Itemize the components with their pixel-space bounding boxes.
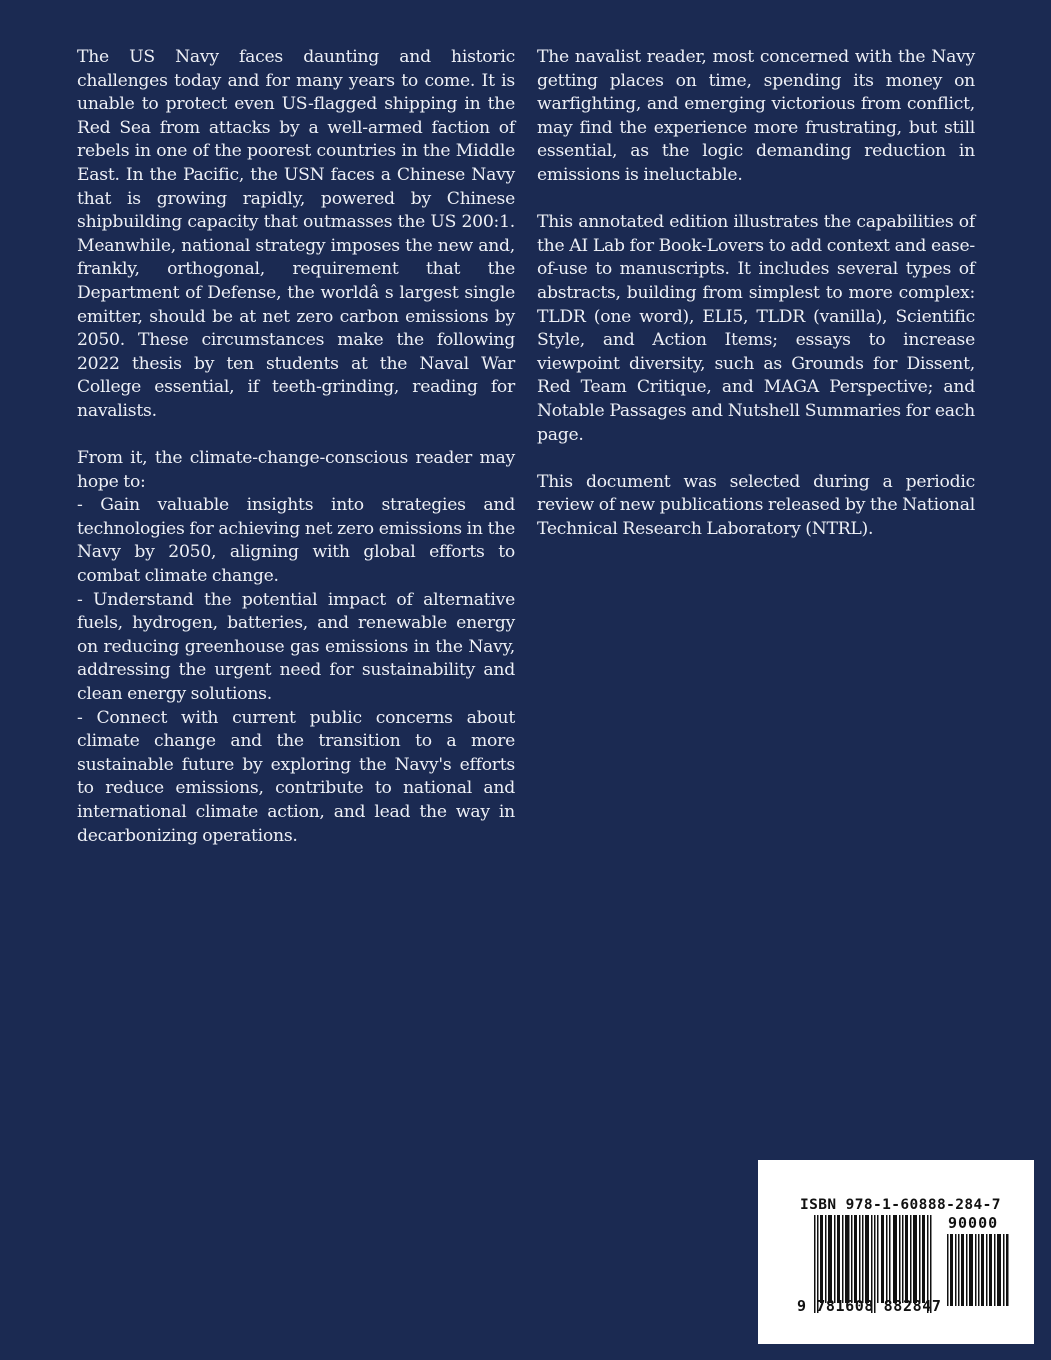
right-column — [537, 46, 975, 565]
left-column — [77, 46, 515, 848]
price-code: 90000 — [948, 1214, 999, 1232]
isbn-barcode-box — [758, 1160, 1034, 1344]
annotated-edition-paragraph: This annotated edition illustrates the capabilities of the AI Lab for Book-Lovers to add context and ease-of-use to manuscripts. It includes several types of abstracts, building from simplest to more complex: TLDR (one word), ELI5, TLDR (vanilla), Scientific Style, and Action Items; essays to increase viewpoint diversity, such as Grounds for Dissent, Red Team Critique, and MAGA Perspective; and Notable Passages and Nutshell Summaries for each page. — [537, 212, 975, 445]
benefit-bullet: - Understand the potential impact of alternative fuels, hydrogen, batteries, and renewable energy on reducing greenhouse gas emissions in the Navy, addressing the urgent need for sustainability and clean energy solutions. — [77, 589, 515, 705]
selection-note-paragraph: This document was selected during a periodic review of new publications released by the National Technical Research Laboratory (NTRL). — [537, 471, 975, 539]
price-addon-barcode-icon — [947, 1234, 1009, 1306]
benefit-bullet: - Gain valuable insights into strategies and technologies for achieving net zero emissions in the Navy by 2050, aligning with global efforts to combat climate change. — [77, 495, 515, 587]
ean-digits: 9 781608 882847 — [797, 1297, 942, 1315]
isbn-label: ISBN 978-1-60888-284-7 — [800, 1197, 1001, 1213]
benefit-bullet: - Connect with current public concerns about climate change and the transition to a more sustainable future by exploring the Navy's efforts to reduce emissions, contribute to national and international climate action, and lead the way in decarbonizing operations. — [77, 707, 515, 846]
intro-paragraph: The US Navy faces daunting and historic challenges today and for many years to come. It is unable to protect even US-flagged shipping in the Red Sea from attacks by a well-armed faction of rebels in one of the poorest countries in the Middle East. In the Pacific, the USN faces a Chinese Navy that is growing rapidly, powered by Chinese shipbuilding capacity that outmasses the US 200:1. Meanwhile, national strategy imposes the new and, frankly, orthogonal, requirement that the Department of Defense, the worldâ s largest single emitter, should be at net zero carbon emissions by 2050. These circumstances make the following 2022 thesis by ten students at the Naval War College essential, if teeth-grinding, reading for navalists. — [77, 47, 515, 421]
navalist-reader-paragraph: The navalist reader, most concerned with the Navy getting places on time, spending its money on warfighting, and emerging victorious from conflict, may find the experience more frustrating, but still essential, as the logic demanding reduction in emissions is ineluctable. — [537, 47, 975, 185]
reader-benefits-intro: From it, the climate-change-conscious reader may hope to: — [77, 448, 515, 492]
